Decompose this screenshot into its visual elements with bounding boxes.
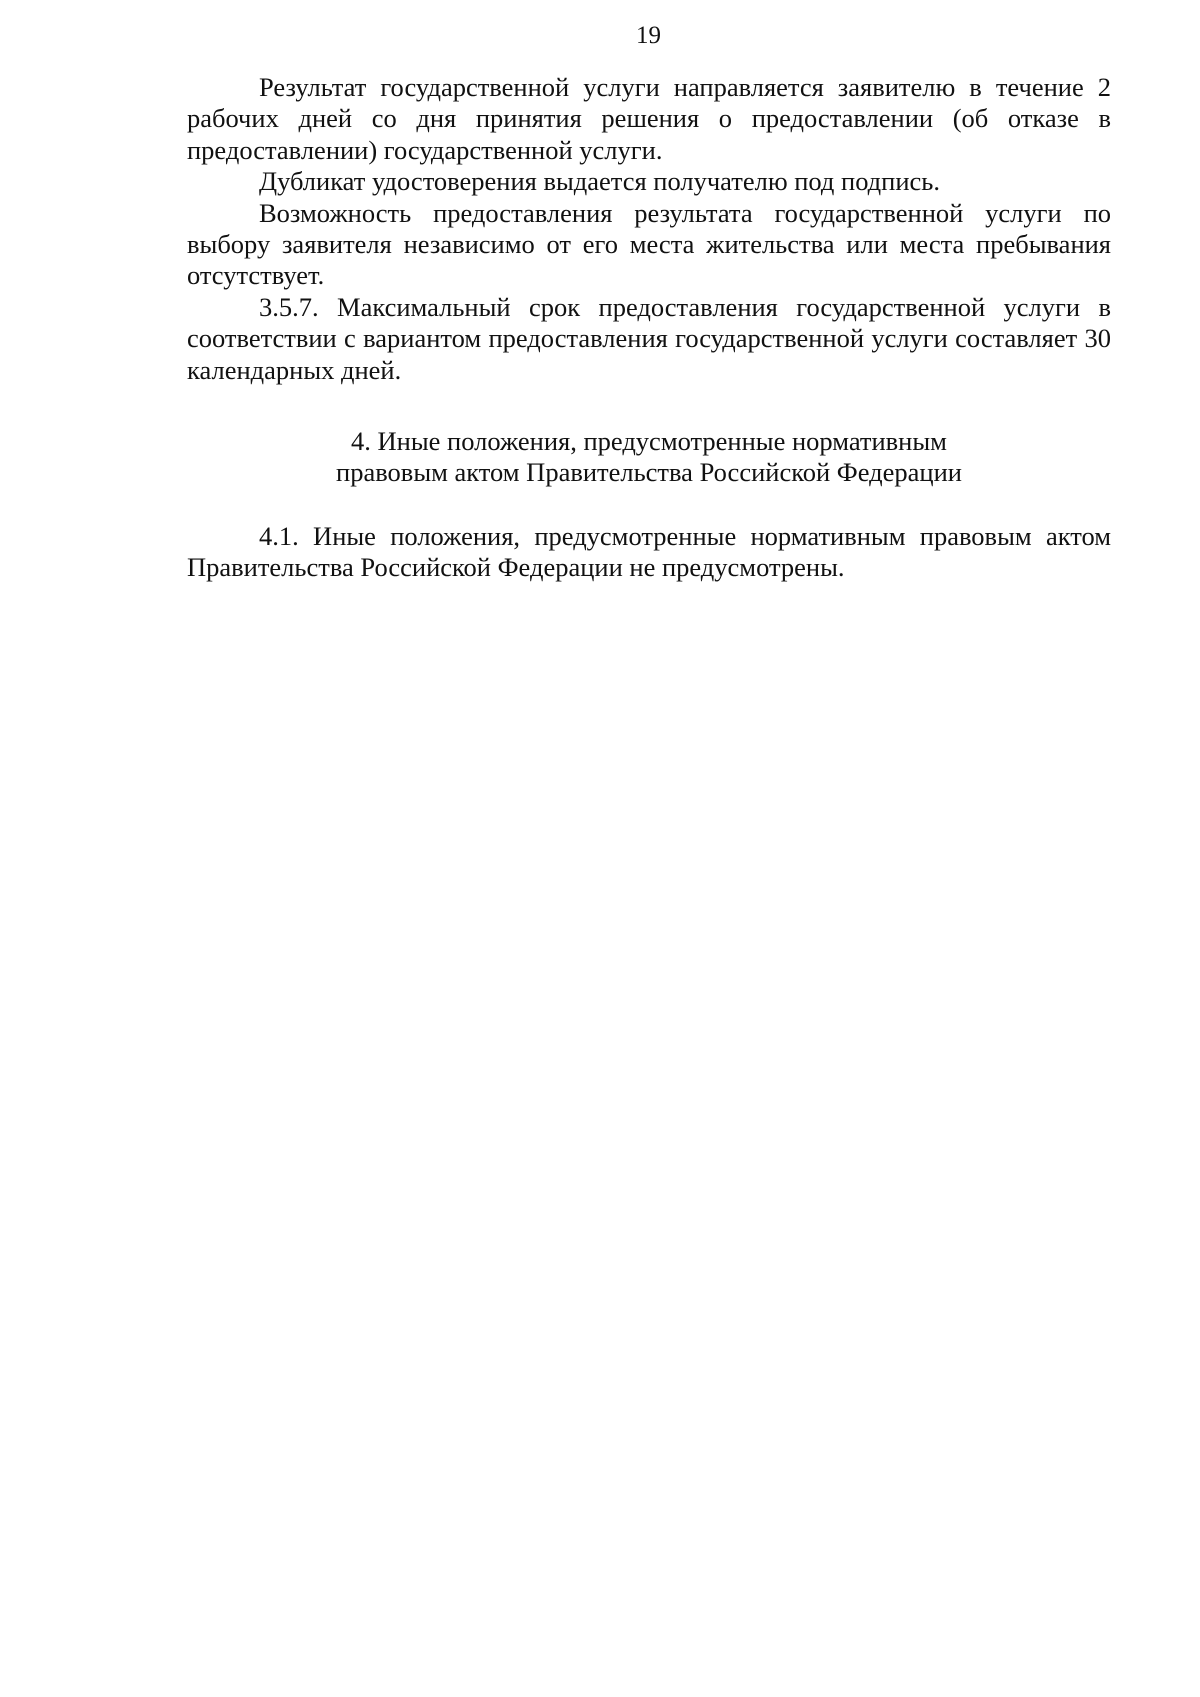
section-heading-line-1: 4. Иные положения, предусмотренные нормативным — [351, 426, 947, 457]
section-heading — [187, 426, 1111, 489]
paragraph-extraterritorial: Возможность предоставления результата государственной услуги по выбору заявителя независимо от его места жительства или места пребывания отсутствует. — [187, 197, 1111, 291]
paragraph-duplicate-issue: Дубликат удостоверения выдается получателю под подпись. — [259, 166, 941, 197]
paragraph-other-provisions: 4.1. Иные положения, предусмотренные нормативным правовым актом Правительства Российской Федерации не предусмотрены. — [187, 520, 1111, 583]
document-body — [187, 72, 1111, 584]
paragraph-max-term: 3.5.7. Максимальный срок предоставления государственной услуги в соответствии с вариантом предоставления государственной услуги составляет 30 календарных дней. — [187, 291, 1111, 385]
paragraph-result-delivery: Результат государственной услуги направляется заявителю в течение 2 рабочих дней со дня принятия решения о предоставлении (об отказе в предоставлении) государственной услуги. — [187, 72, 1111, 165]
page-number: 19 — [636, 22, 661, 49]
section-heading-line-2: правовым актом Правительства Российской Федерации — [336, 457, 962, 488]
